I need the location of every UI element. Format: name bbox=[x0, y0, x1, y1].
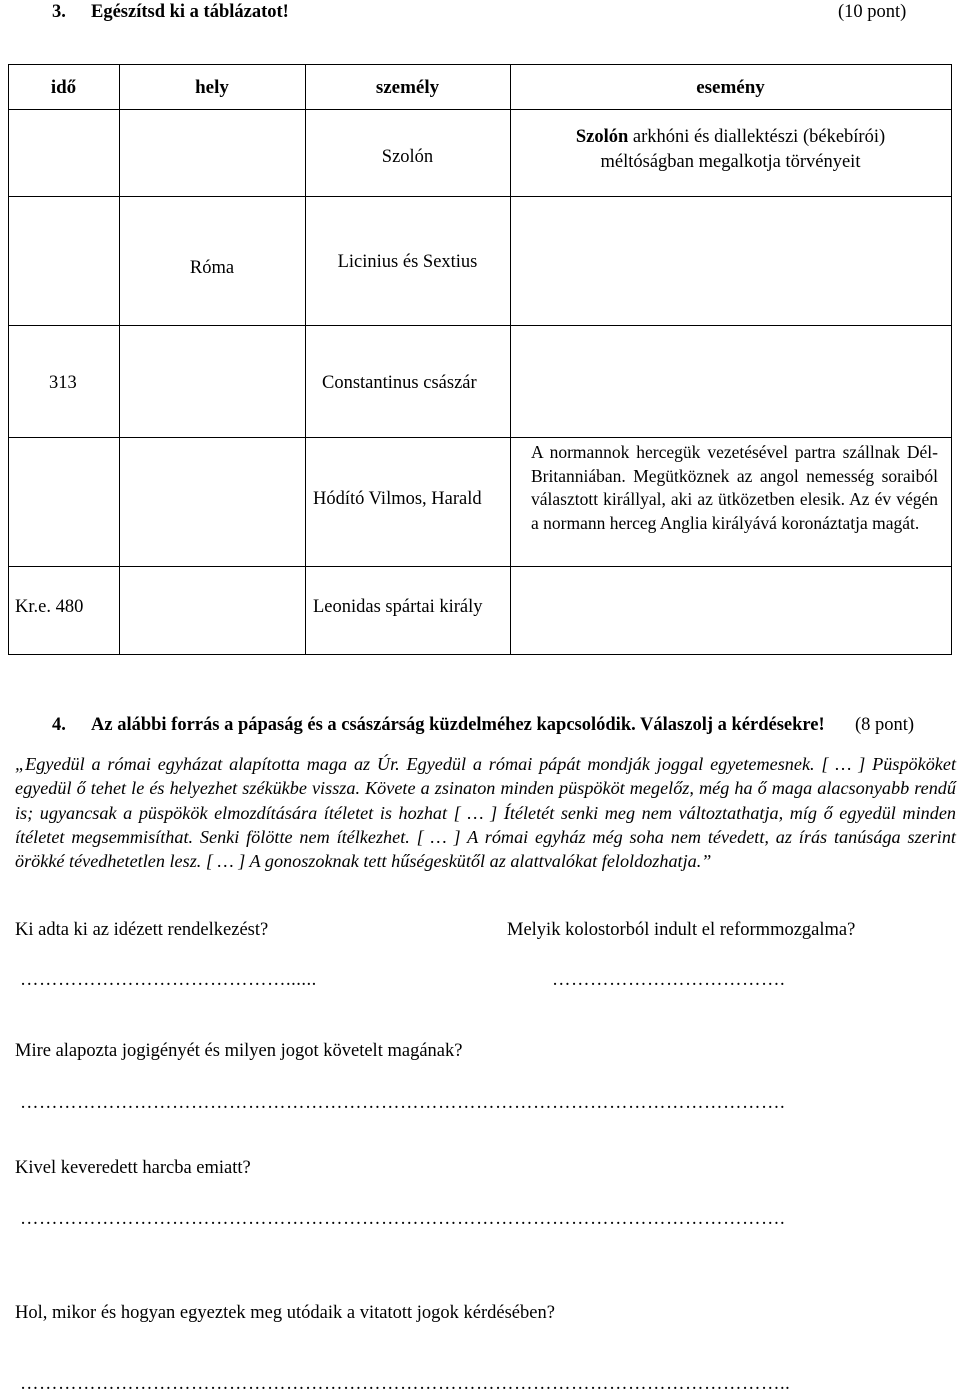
row5-time: Kr.e. 480 bbox=[15, 597, 84, 617]
answer-line-1[interactable]: ……………………………………...... bbox=[20, 970, 317, 990]
answer-line-5[interactable]: ………………………………………………………………………………………………………….. bbox=[20, 1374, 791, 1394]
row5-person: Leonidas spártai király bbox=[313, 597, 483, 617]
row1-event-rest: arkhóni és diallektészi (békebírói) bbox=[628, 127, 886, 147]
question-2: Melyik kolostorból indult el reformmozgalma? bbox=[507, 920, 856, 940]
task3-title: Egészítsd ki a táblázatot! bbox=[91, 2, 289, 22]
row4-person: Hódító Vilmos, Harald bbox=[313, 489, 482, 509]
row1-event-line1 bbox=[510, 127, 951, 148]
row2-person: Licinius és Sextius bbox=[337, 252, 478, 272]
answer-line-2[interactable]: ………………………………. bbox=[552, 970, 786, 990]
answer-line-3[interactable]: …………………………………………………………………………………………………………. bbox=[20, 1093, 786, 1113]
question-5: Hol, mikor és hogyan egyeztek meg utódaik a vitatott jogok kérdésében? bbox=[15, 1303, 555, 1323]
row1-event-line2: méltóságban megalkotja törvényeit bbox=[600, 152, 861, 172]
header-person: személy bbox=[375, 77, 440, 98]
header-place: hely bbox=[195, 77, 229, 98]
question-1: Ki adta ki az idézett rendelkezést? bbox=[15, 920, 269, 940]
answer-line-4[interactable]: …………………………………………………………………………………………………………. bbox=[20, 1209, 786, 1229]
row3-time: 313 bbox=[49, 373, 77, 393]
task3-points: (10 pont) bbox=[838, 2, 907, 22]
row3-person: Constantinus császár bbox=[322, 373, 477, 393]
question-3: Mire alapozta jogigényét és milyen jogot követelt magának? bbox=[15, 1041, 463, 1061]
task3-number: 3. bbox=[52, 2, 66, 22]
header-event: esemény bbox=[696, 77, 765, 98]
source-quote: „Egyedül a római egyházat alapította maga az Úr. Egyedül a római pápát mondják joggal egyetemesnek. [ … ] Püspököket egyedül ő tehet le és helyezhet székükbe vissza. Követe a zsinaton minden püspököt megelőz, még ha ő maga alacsonyabb rendű is; ugyancsak a püspökök elmozdítására ítéletet is hozhat [ … ] Ítéletét senki meg nem változtathatja, míg ő egyedül minden ítéletet megsemmisíthat. Senki fölötte nem ítélkezhet. [ … ] A római egyház még soha nem tévedett, az írás tanúsága szerint örökké tévedhetetlen lesz. [ … ] A gonoszoknak tett hűségeskütől az alattvalókat feloldozhatja.” bbox=[15, 754, 956, 872]
task4-title: Az alábbi forrás a pápaság és a császárság küzdelméhez kapcsolódik. Válaszolj a kérdésekre! bbox=[91, 715, 825, 735]
task4-points: (8 pont) bbox=[855, 715, 915, 735]
row4-event: A normannok hercegük vezetésével partra szállnak Dél-Britanniában. Megütköznek az angol nemesség soraiból választott királlyal, aki az ütközetben elesik. Az év végén a normann herceg Anglia királyává koronáztatja magát. bbox=[531, 442, 938, 533]
row2-place: Róma bbox=[189, 258, 235, 278]
row1-event-bold: Szolón bbox=[575, 127, 629, 147]
question-4: Kivel keveredett harcba emiatt? bbox=[15, 1158, 251, 1178]
row1-person: Szolón bbox=[381, 147, 434, 167]
header-time: idő bbox=[50, 77, 77, 98]
task4-number: 4. bbox=[52, 715, 66, 735]
